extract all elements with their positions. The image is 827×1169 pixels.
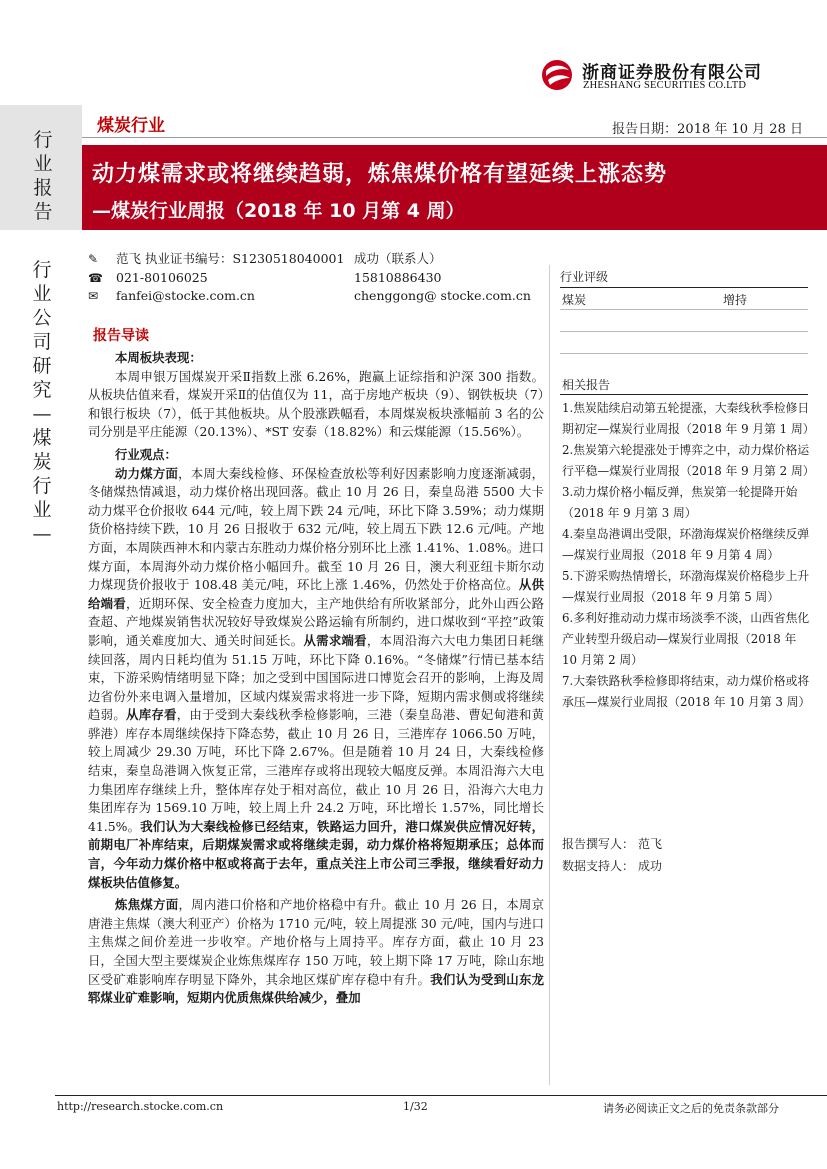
company-name-en: ZHESHANG SECURITIES CO.LTD xyxy=(583,80,747,91)
rating-empty-row xyxy=(560,310,808,332)
related-divider xyxy=(560,394,808,395)
related-report-item[interactable]: 7.大秦铁路秋季检修即将结束，动力煤价格或将承压—煤炭行业周报（2018 年 10 月第 3 周） xyxy=(562,674,811,709)
footer-divider xyxy=(55,1095,827,1096)
rating-row xyxy=(560,288,808,310)
analyst-secondary: 成功（联系人） xyxy=(354,251,442,266)
industry-rating xyxy=(560,266,808,354)
footer-disclaimer: 请务必阅读正文之后的免责条款部分 xyxy=(603,1102,779,1115)
analyst-primary: 范飞 执业证书编号：S1230518040001 xyxy=(116,251,345,266)
side-report-type: 行业报告 xyxy=(33,129,53,223)
phone-icon: ☎ xyxy=(88,270,103,285)
sector-paragraph: 本周申银万国煤炭开采Ⅱ指数上涨 6.26%，跑赢上证综指和沪深 300 指数。从板块估值来看，煤炭开采Ⅱ的估值仅为 11，高于房地产板块（9）、钢铁板块（7）和银行板块（7），低于其他板块。从个股涨跌幅看，本周煤炭板块涨幅前 3 名的公司分别是平庄能源（20.13%）、*ST 安泰（18.82%）和云煤能源（15.56%）。 xyxy=(88,368,544,440)
column-divider xyxy=(549,265,550,1085)
thermal-coal-paragraph: 动力煤方面，本周大秦线检修、环保检查放松等利好因素影响力度逐渐减弱，冬储煤热情减退，动力煤价格出现回落。截止 10 月 26 日，秦皇岛港 5500 大卡动力煤平仓价报收 644 元/吨，较上周下跌 24 元/吨，环比下降 3.59%；动力煤期货价格持续下跌，10 月 26 日报收于 632 元/吨，较上周五下跌 12.6 元/吨。产地方面，本周陕西神木和内蒙古东胜动力煤价格分别环比上涨 1.41%、1.08%。进口煤方面，本周海外动力煤价格小幅回升。截至 10 月 26 日，澳大利亚纽卡斯尔动力煤现货价报收于 108.48 美元/吨，环比上涨 1.46%，仍然处于价格高位。从供给端看，近期环保、安全检查力度加大，主产地供给有所收紧部分，此外山西公路查超、产地煤炭销售状况较好导致煤炭公路运输有所制约，进口煤收到“平控”政策影响，通关难度加大、通关时间延长。从需求端看，本周沿海六大电力集团日耗继续回落，周内日耗均值为 51.15 万吨，环比下降 0.16%。“冬储煤”行情已基本结束，下游采购情绪明显下降；加之受到中国国际进口博览会召开的影响，上海及周边省份外来电调入量增加，区域内煤炭需求将进一步下降，短期内需求侧或将继续趋弱。从库存看，由于受到大秦线秋季检修影响，三港（秦皇岛港、曹妃甸港和黄骅港）库存本周继续保持下降态势，截止 10 月 26 日，三港库存 1066.50 万吨，较上周减少 29.30 万吨，环比下降 2.67%。但是随着 10 月 24 日，大秦线检修结束，秦皇岛港调入恢复正常，三港库存或将出现较大幅度反弹。本周沿海六大电力集团库存继续上升，整体库存处于相对高位，截止 10 月 26 日，沿海六大电力集团库存为 1569.10 万吨，较上周上升 24.2 万吨，环比增长 1.57%，同比增长 41.5%。我们认为大秦线检修已经结束，铁路运力回升，港口煤炭供应情况好转，前期电厂补库结束，后期煤炭需求或将继续走弱，动力煤价格将短期承压；总体而言，今年动力煤价格中枢或将高于去年，重点关注上市公司三季报，继续看好动力煤板块估值修复。 xyxy=(88,465,545,890)
report-subtitle: —煤炭行业周报（2018 年 10 月第 4 周） xyxy=(92,200,465,222)
rating-value: 增持 xyxy=(723,293,748,307)
mail-icon: ✉ xyxy=(88,289,99,303)
analyst-email-row xyxy=(88,287,548,306)
related-report-item[interactable]: 4.秦皇岛港调出受限，环渤海煤炭价格继续反弹—煤炭行业周报（2018 年 9 月第 4 周） xyxy=(562,527,810,562)
contact-email[interactable]: chenggong@ stocke.com.cn xyxy=(354,288,531,303)
related-reports-list xyxy=(562,398,815,713)
related-report-item[interactable]: 1.焦炭陆续启动第五轮提涨，大秦线秋季检修日期初定—煤炭行业周报（2018 年 9 月第 1 周） xyxy=(562,401,815,436)
footer-url[interactable]: http://research.stocke.com.cn xyxy=(57,1100,224,1113)
related-report-item[interactable]: 5.下游采购热情增长，环渤海煤炭价格稳步上升—煤炭行业周报（2018 年 9 月第 5 周） xyxy=(562,569,810,604)
industry-label: 煤炭行业 xyxy=(97,116,165,136)
analyst-contacts xyxy=(88,250,548,306)
view-heading: 行业观点： xyxy=(115,446,177,462)
rating-label: 行业评级 xyxy=(560,266,808,288)
analyst-name-row xyxy=(88,250,548,269)
header-divider xyxy=(82,137,827,138)
thermal-coal-lead: 动力煤方面 xyxy=(115,465,179,481)
related-report-item[interactable]: 6.多利好推动动力煤市场淡季不淡，山西省焦化产业转型升级启动—煤炭行业周报（2018 年 10 月第 2 周） xyxy=(562,611,810,667)
report-body xyxy=(88,349,544,1008)
rating-industry: 煤炭 xyxy=(562,293,587,307)
support-label: 数据支持人： xyxy=(562,859,635,873)
analyst-phone-row xyxy=(88,269,548,288)
coking-coal-conclusion: 我们认为受到山东龙郓煤业矿难影响，短期内优质焦煤供给减少，叠加 xyxy=(88,971,545,1006)
writer-label: 报告撰写人： xyxy=(562,837,635,851)
demand-lead: 从需求端看 xyxy=(303,632,367,648)
report-title: 动力煤需求或将继续趋弱，炼焦煤价格有望延续上涨态势 xyxy=(92,162,668,187)
pen-icon: ✎ xyxy=(88,252,99,266)
thermal-coal-conclusion: 我们认为大秦线检修已经结束，铁路运力回升，港口煤炭供应情况好转，前期电厂补库结束，后期煤炭需求或将继续走弱，动力煤价格将短期承压；总体而言，今年动力煤价格中枢或将高于去年，重点关注上市公司三季报，继续看好动力煤板块估值修复。 xyxy=(88,818,544,890)
sector-heading: 本周板块表现： xyxy=(115,350,202,365)
analyst-phone: 021-80106025 xyxy=(116,269,208,285)
related-report-item[interactable]: 2.焦炭第六轮提涨处于博弈之中，动力煤价格运行平稳—煤炭行业周报（2018 年 9 月第 2 周） xyxy=(562,443,815,478)
rating-empty-row xyxy=(560,332,808,354)
page-number: 1/32 xyxy=(403,1100,428,1113)
company-name-cn: 浙商证券股份有限公司 xyxy=(582,63,762,83)
report-date: 报告日期：2018 年 10 月 28 日 xyxy=(612,122,803,137)
zheshang-logo-icon xyxy=(540,58,576,92)
inventory-lead: 从库存看 xyxy=(126,707,177,723)
contact-phone: 15810886430 xyxy=(354,269,442,285)
report-authors xyxy=(562,833,762,877)
writer-name: 范飞 xyxy=(638,837,663,851)
coking-coal-lead: 炼焦煤方面 xyxy=(115,897,179,913)
company-logo xyxy=(540,56,780,96)
side-category: 行业公司研究—煤炭行业— xyxy=(32,259,52,545)
coking-coal-paragraph: 炼焦煤方面，周内港口价格和产地价格稳中有升。截止 10 月 26 日，本周京唐港主焦煤（澳大利亚产）价格为 1710 元/吨，较上周提涨 30 元/吨，国内与进口主焦煤之间价差进一步收窄。产地价格与上周持平。库存方面，截止 10 月 23 日，全国大型主要煤炭企业炼焦煤库存 150 万吨，较上期下降 17 万吨，除山东地区受矿难影响库存明显下降外，其余地区煤矿库存稳中有升。我们认为受到山东龙郓煤业矿难影响，短期内优质焦煤供给减少，叠加 xyxy=(88,897,545,1006)
related-reports-title: 相关报告 xyxy=(562,378,611,392)
supply-lead: 从供给端看 xyxy=(88,577,544,611)
section-title-guide: 报告导读 xyxy=(93,328,149,344)
related-report-item[interactable]: 3.动力煤价格小幅反弹，焦炭第一轮提降开始（2018 年 9 月第 3 周） xyxy=(562,485,798,520)
support-name: 成功 xyxy=(638,859,663,873)
analyst-email[interactable]: fanfei@stocke.com.cn xyxy=(116,288,255,303)
